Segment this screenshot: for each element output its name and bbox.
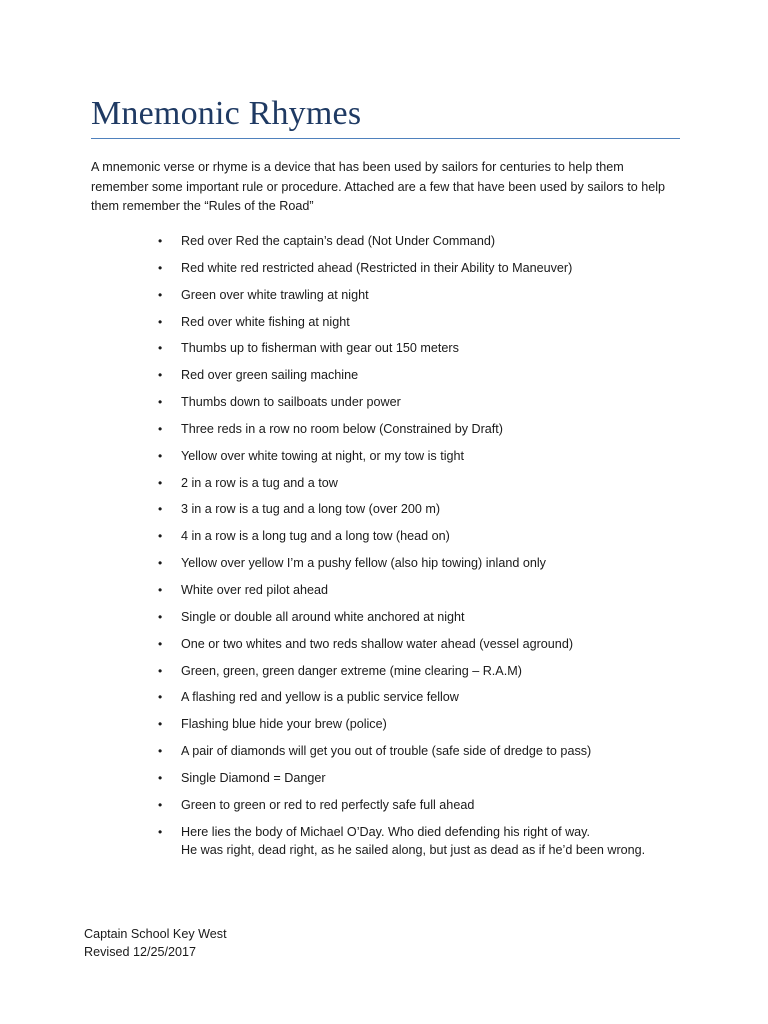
intro-line: them remember the “Rules of the Road”: [91, 199, 314, 213]
rhyme-item: [158, 420, 718, 447]
rhyme-text: Single or double all around white anchored at night: [181, 609, 465, 624]
rhyme-item: [158, 474, 718, 501]
rhyme-text: Green to green or red to red perfectly safe full ahead: [181, 797, 475, 812]
page-title: Mnemonic Rhymes: [91, 95, 362, 132]
rhyme-item: [158, 313, 718, 340]
bullet-icon: •: [158, 582, 163, 597]
rhyme-item: [158, 769, 718, 796]
rhyme-text-line1: Here lies the body of Michael O’Day. Who died defending his right of way.: [181, 824, 591, 839]
rhyme-text: Flashing blue hide your brew (police): [181, 717, 387, 732]
rhyme-item: [158, 393, 718, 420]
bullet-icon: •: [158, 368, 163, 383]
rhyme-item: [158, 742, 718, 769]
rhyme-text: Three reds in a row no room below (Constrained by Draft): [181, 421, 503, 436]
bullet-icon: •: [158, 744, 163, 759]
rhyme-text: Green, green, green danger extreme (mine clearing – R.A.M): [181, 663, 522, 678]
rhyme-text-line2: He was right, dead right, as he sailed along, but just as dead as if he’d been wrong.: [181, 842, 646, 857]
rhyme-text: Red white red restricted ahead (Restricted in their Ability to Maneuver): [181, 260, 573, 275]
rhyme-text: Green over white trawling at night: [181, 287, 369, 302]
bullet-icon: •: [158, 502, 163, 517]
bullet-icon: •: [158, 287, 163, 302]
rhyme-item: [158, 554, 718, 581]
rhymes-list: [158, 232, 718, 859]
rhyme-item: [158, 232, 718, 259]
rhyme-item: [158, 688, 718, 715]
rhyme-item: [158, 366, 718, 393]
rhyme-text: Red over green sailing machine: [181, 368, 359, 383]
footer: [84, 925, 227, 961]
intro-line: A mnemonic verse or rhyme is a device that has been used by sailors for centuries to help them: [91, 160, 624, 174]
rhyme-text: Yellow over white towing at night, or my tow is tight: [181, 448, 465, 463]
bullet-icon: •: [158, 341, 163, 356]
rhyme-item: [158, 259, 718, 286]
rhyme-item: [158, 447, 718, 474]
rhyme-text: Yellow over yellow I’m a pushy fellow (also hip towing) inland only: [181, 556, 546, 571]
rhyme-item: [158, 662, 718, 689]
rhyme-text: 4 in a row is a long tug and a long tow (head on): [181, 529, 450, 544]
rhyme-text: Red over Red the captain’s dead (Not Under Command): [181, 234, 496, 248]
title-divider: [91, 138, 680, 139]
rhyme-item: [158, 635, 718, 662]
rhyme-item: [158, 527, 718, 554]
bullet-icon: •: [158, 314, 163, 329]
bullet-icon: •: [158, 663, 163, 678]
rhyme-text: Thumbs down to sailboats under power: [181, 395, 401, 410]
rhyme-text: 3 in a row is a tug and a long tow (over 200 m): [181, 502, 441, 517]
rhyme-item: [158, 500, 718, 527]
bullet-icon: •: [158, 690, 163, 705]
bullet-icon: •: [158, 448, 163, 463]
rhyme-text: White over red pilot ahead: [181, 582, 329, 597]
bullet-icon: •: [158, 260, 163, 275]
bullet-icon: •: [158, 421, 163, 436]
bullet-icon: •: [158, 824, 163, 839]
bullet-icon: •: [158, 636, 163, 651]
rhyme-text: Thumbs up to fisherman with gear out 150 meters: [181, 341, 459, 356]
rhyme-text: One or two whites and two reds shallow water ahead (vessel aground): [181, 636, 574, 651]
bullet-icon: •: [158, 609, 163, 624]
rhyme-item-final: [158, 823, 718, 859]
rhyme-item: [158, 339, 718, 366]
rhyme-item: [158, 796, 718, 823]
rhyme-text: A pair of diamonds will get you out of trouble (safe side of dredge to pass): [181, 744, 592, 759]
rhyme-item: [158, 286, 718, 313]
bullet-icon: •: [158, 529, 163, 544]
intro-paragraph: [91, 158, 691, 217]
rhyme-item: [158, 715, 718, 742]
bullet-icon: •: [158, 475, 163, 490]
rhyme-item: [158, 608, 718, 635]
footer-organization: Captain School Key West: [84, 927, 227, 941]
bullet-icon: •: [158, 556, 163, 571]
bullet-icon: •: [158, 717, 163, 732]
bullet-icon: •: [158, 797, 163, 812]
footer-revision-date: Revised 12/25/2017: [84, 945, 197, 959]
bullet-icon: •: [158, 770, 163, 785]
rhyme-item: [158, 581, 718, 608]
rhyme-text: 2 in a row is a tug and a tow: [181, 475, 338, 490]
rhyme-text: A flashing red and yellow is a public service fellow: [181, 690, 459, 705]
bullet-icon: •: [158, 395, 163, 410]
rhyme-text: Single Diamond = Danger: [181, 770, 326, 785]
intro-line: remember some important rule or procedure. Attached are a few that have been used by sailors to help: [91, 179, 666, 194]
rhyme-text: Red over white fishing at night: [181, 314, 350, 329]
bullet-icon: •: [158, 234, 163, 248]
